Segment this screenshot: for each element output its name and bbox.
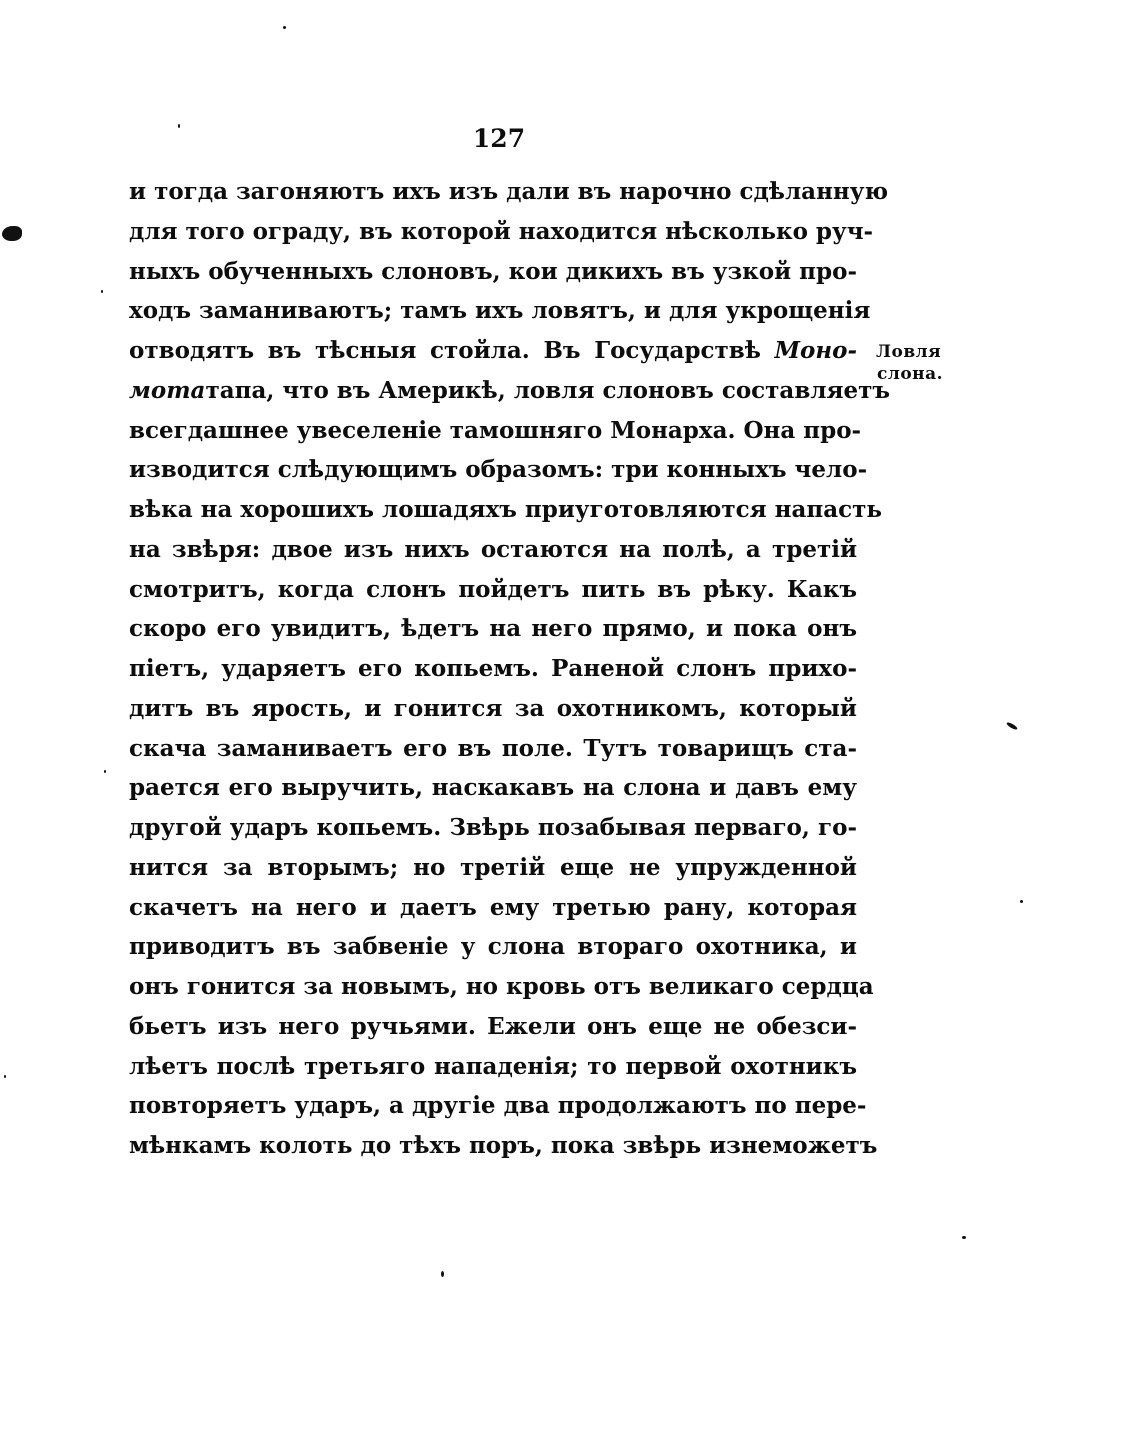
margin-note-line: Ловля [876, 342, 942, 362]
ink-blot [2, 226, 22, 241]
text-line: всегдашнее увеселеніе тамошняго Монарха. Она про- [129, 416, 862, 444]
text-line: мѣнкамъ колоть до тѣхъ поръ, пока звѣрь изнеможетъ [129, 1132, 878, 1159]
text-line: для того ограду, въ которой находится нѣсколько руч- [129, 217, 874, 245]
page-number: 127 [472, 124, 526, 153]
text-line [129, 371, 891, 411]
margin-note-line: слона. [877, 364, 944, 384]
text-line: піетъ, ударяетъ его копьемъ. Раненой слонъ прихо- [129, 655, 857, 682]
italic-word: Моно- [774, 337, 857, 364]
italic-word: мота [129, 376, 206, 404]
text-line: повторяетъ ударъ, а другіе два продолжаютъ по пере- [129, 1092, 867, 1120]
text-line: нится за вторымъ; но третій еще не упружденной [129, 853, 857, 881]
text-line: и тогда загоняютъ ихъ изъ дали въ нарочно сдѣланную [129, 178, 889, 205]
text-line: скоро его увидитъ, ѣдетъ на него прямо, и пока онъ [129, 615, 857, 643]
ink-speck [101, 290, 103, 293]
text-line-part: отводятъ въ тѣсныя стойла. Въ Государствѣ [129, 337, 761, 364]
text-line: изводится слѣдующимъ образомъ: три конныхъ чело- [129, 456, 868, 484]
ink-speck [1006, 721, 1018, 730]
text-line: лѣетъ послѣ третьяго нападенія; то первой охотникъ [129, 1052, 857, 1080]
text-line: другой ударъ копьемъ. Звѣрь позабывая перваго, го- [129, 814, 857, 841]
text-line: на звѣря: двое изъ нихъ остаются на полѣ, а третій [129, 535, 857, 563]
ink-speck [104, 770, 106, 773]
text-line: скачетъ на него и даетъ ему третью рану, которая [129, 893, 857, 921]
text-line: онъ гонится за новымъ, но кровь отъ великаго сердца [129, 973, 874, 1000]
text-line: дитъ въ ярость, и гонится за охотникомъ, который [129, 694, 857, 722]
ink-speck [962, 1236, 966, 1239]
text-line-part: тапа, что въ Америкѣ, ловля слоновъ составляетъ [205, 376, 891, 404]
text-line: смотритъ, когда слонъ пойдетъ пить въ рѣку. Какъ [129, 575, 857, 603]
text-line: скача заманиваетъ его въ поле. Тутъ товарищъ ста- [129, 734, 857, 762]
ink-speck [178, 124, 180, 128]
text-line [129, 331, 857, 371]
ink-speck [441, 1271, 444, 1277]
ink-speck [283, 26, 286, 29]
text-line: ходъ заманиваютъ; тамъ ихъ ловятъ, и для укрощенія [129, 297, 871, 325]
text-line: приводитъ въ забвеніе у слона втораго охотника, и [129, 933, 857, 961]
text-line: бьетъ изъ него ручьями. Ежели онъ еще не обезси- [129, 1012, 857, 1040]
ink-speck [4, 1075, 6, 1078]
text-line: вѣка на хорошихъ лошадяхъ приуготовляются напасть [129, 496, 882, 523]
text-line: ныхъ обученныхъ слоновъ, кои дикихъ въ узкой про- [129, 257, 857, 285]
margin-note [876, 341, 943, 385]
body-text [129, 172, 891, 1166]
text-line: рается его выручить, наскакавъ на слона и давъ ему [129, 774, 857, 802]
ink-speck [1020, 900, 1023, 903]
